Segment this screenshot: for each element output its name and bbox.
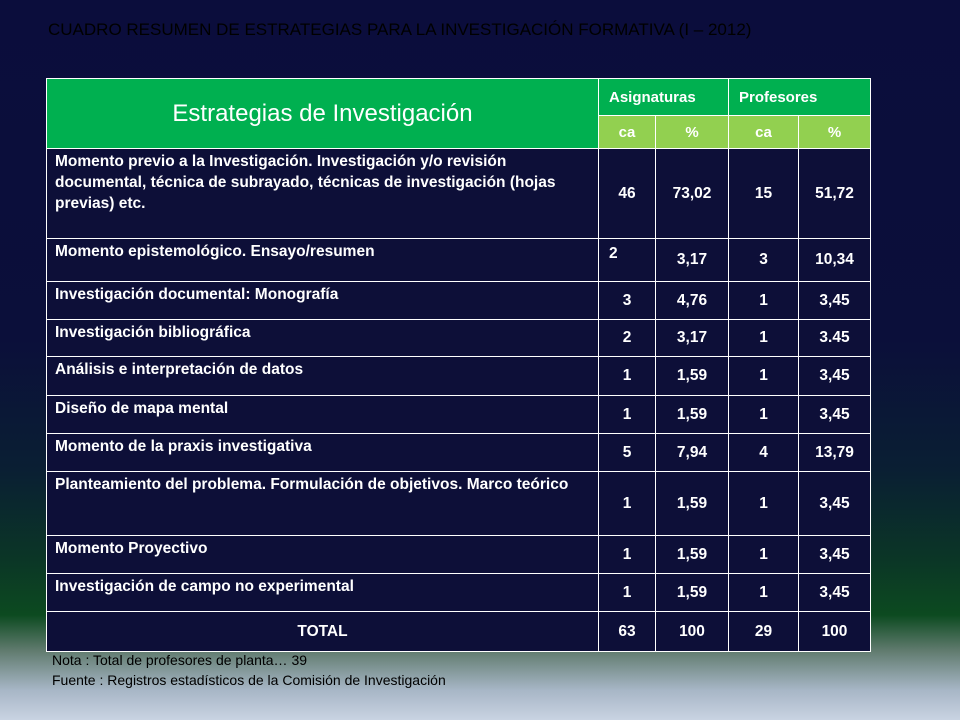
table-row	[47, 574, 871, 612]
cell-profesores-ca: 1	[729, 396, 799, 434]
cell-asignaturas-pct: 1,59	[656, 536, 729, 574]
cell-asignaturas-pct: 1,59	[656, 574, 729, 612]
row-label: Planteamiento del problema. Formulación de objetivos. Marco teórico	[47, 472, 599, 536]
row-label: Momento de la praxis investigativa	[47, 434, 599, 472]
subheader-profesores-pct: %	[799, 116, 871, 149]
total-row	[47, 612, 871, 652]
cell-asignaturas-ca: 1	[599, 574, 656, 612]
cell-profesores-ca: 1	[729, 320, 799, 357]
note-line: Nota : Total de profesores de planta… 39	[52, 652, 308, 668]
source-line: Fuente : Registros estadísticos de la Comisión de Investigación	[52, 672, 446, 688]
table-row	[47, 396, 871, 434]
table-row	[47, 149, 871, 239]
cell-asignaturas-pct: 1,59	[656, 472, 729, 536]
cell-asignaturas-ca: 1	[599, 472, 656, 536]
cell-asignaturas-ca: 46	[599, 149, 656, 239]
cell-asignaturas-pct: 73,02	[656, 149, 729, 239]
table-row	[47, 239, 871, 282]
row-label: Análisis e interpretación de datos	[47, 357, 599, 396]
row-label: Diseño de mapa mental	[47, 396, 599, 434]
cell-asignaturas-ca: 1	[599, 396, 656, 434]
slide-title: CUADRO RESUMEN DE ESTRATEGIAS PARA LA INVESTIGACIÓN FORMATIVA (I – 2012)	[48, 20, 752, 39]
cell-profesores-pct: 3,45	[799, 574, 871, 612]
cell-asignaturas-pct: 3,17	[656, 320, 729, 357]
total-profesores-pct: 100	[799, 612, 871, 652]
cell-asignaturas-pct: 1,59	[656, 357, 729, 396]
cell-profesores-pct: 3,45	[799, 536, 871, 574]
total-asignaturas-pct: 100	[656, 612, 729, 652]
cell-profesores-ca: 1	[729, 536, 799, 574]
table-row	[47, 357, 871, 396]
cell-asignaturas-ca: 5	[599, 434, 656, 472]
cell-profesores-pct: 3,45	[799, 472, 871, 536]
table-row	[47, 472, 871, 536]
row-label: Investigación bibliográfica	[47, 320, 599, 357]
cell-asignaturas-pct: 1,59	[656, 396, 729, 434]
main-header: Estrategias de Investigación	[47, 79, 599, 149]
cell-profesores-ca: 1	[729, 574, 799, 612]
cell-asignaturas-pct: 3,17	[656, 239, 729, 282]
cell-asignaturas-ca: 3	[599, 282, 656, 320]
row-label: Investigación documental: Monografía	[47, 282, 599, 320]
table-row	[47, 536, 871, 574]
table-row	[47, 320, 871, 357]
cell-asignaturas-ca: 2	[599, 320, 656, 357]
header-asignaturas: Asignaturas	[599, 79, 729, 116]
table-row	[47, 282, 871, 320]
row-label: Momento epistemológico. Ensayo/resumen	[47, 239, 599, 282]
cell-asignaturas-ca: 1	[599, 357, 656, 396]
cell-profesores-pct: 51,72	[799, 149, 871, 239]
cell-asignaturas-pct: 4,76	[656, 282, 729, 320]
cell-profesores-ca: 1	[729, 472, 799, 536]
header-profesores: Profesores	[729, 79, 871, 116]
table-row	[47, 434, 871, 472]
cell-profesores-ca: 1	[729, 282, 799, 320]
cell-profesores-pct: 3,45	[799, 396, 871, 434]
subheader-asignaturas-ca: ca	[599, 116, 656, 149]
row-label: Momento Proyectivo	[47, 536, 599, 574]
total-asignaturas-ca: 63	[599, 612, 656, 652]
footnotes	[52, 650, 446, 690]
cell-profesores-ca: 4	[729, 434, 799, 472]
strategies-table-container	[46, 78, 871, 652]
cell-profesores-pct: 3.45	[799, 320, 871, 357]
subheader-asignaturas-pct: %	[656, 116, 729, 149]
strategies-table	[46, 78, 871, 652]
row-label: Momento previo a la Investigación. Investigación y/o revisión documental, técnica de subrayado, técnicas de investigación (hojas previas) etc.	[47, 149, 599, 239]
cell-profesores-pct: 10,34	[799, 239, 871, 282]
row-label: Investigación de campo no experimental	[47, 574, 599, 612]
cell-asignaturas-ca: 2	[599, 239, 656, 282]
cell-profesores-pct: 3,45	[799, 357, 871, 396]
cell-profesores-pct: 3,45	[799, 282, 871, 320]
cell-profesores-pct: 13,79	[799, 434, 871, 472]
total-profesores-ca: 29	[729, 612, 799, 652]
subheader-profesores-ca: ca	[729, 116, 799, 149]
cell-profesores-ca: 1	[729, 357, 799, 396]
cell-asignaturas-ca: 1	[599, 536, 656, 574]
total-label: TOTAL	[47, 612, 599, 652]
cell-asignaturas-pct: 7,94	[656, 434, 729, 472]
cell-profesores-ca: 3	[729, 239, 799, 282]
cell-profesores-ca: 15	[729, 149, 799, 239]
